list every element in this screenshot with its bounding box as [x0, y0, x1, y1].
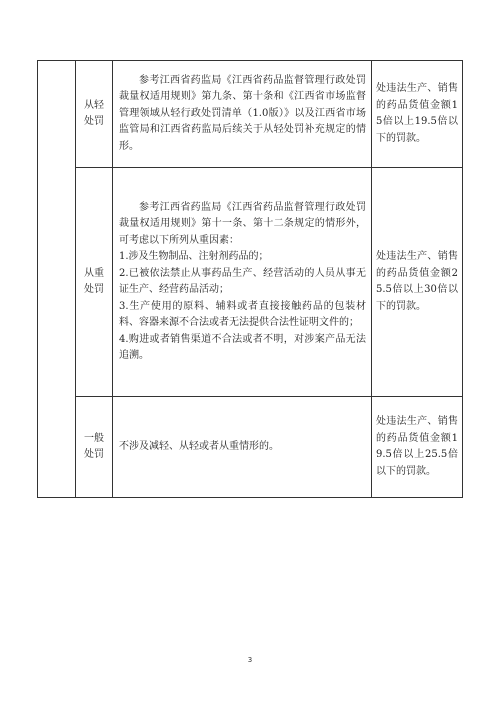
penalty-amount-cell: 处违法生产、销售的药品货值金额25.5倍以上30倍以下的罚款。	[372, 168, 463, 397]
basis-paragraph: 参考江西省药监局《江西省药品监督管理行政处罚裁量权适用规则》第十一条、第十二条规定的情形外，可考虑以下所列从重因素：	[119, 201, 366, 246]
penalty-level-cell: 一般处罚	[76, 397, 113, 498]
table-row	[38, 397, 463, 498]
merged-category-cell	[38, 61, 76, 498]
penalty-level-cell: 从轻处罚	[76, 61, 113, 168]
penalty-discretion-table	[37, 60, 463, 498]
penalty-amount-cell: 处违法生产、销售的药品货值金额19.5倍以上25.5倍以下的罚款。	[372, 397, 463, 498]
basis-factor-item: 4.购进或者销售渠道不合法或者不明，对涉案产品无法追溯。	[119, 333, 366, 361]
penalty-basis-cell	[113, 397, 372, 498]
basis-paragraph: 参考江西省药监局《江西省药品监督管理行政处罚裁量权适用规则》第九条、第十条和《江西省市场监督管理领域从轻行政处罚清单（1.0版）》以及江西省市场监管局和江西省药监局后续关于从轻处罚补充规定的情形。	[119, 74, 366, 152]
basis-paragraph: 不涉及减轻、从轻或者从重情形的。	[119, 440, 279, 452]
penalty-level-cell: 从重处罚	[76, 168, 113, 397]
penalty-basis-cell	[113, 61, 372, 168]
penalty-basis-cell	[113, 168, 372, 397]
basis-factor-item: 3.生产使用的原料、辅料或者直接接触药品的包装材料、容器来源不合法或者无法提供合法性证明文件的；	[119, 300, 366, 328]
basis-factor-item: 2.已被依法禁止从事药品生产、经营活动的人员从事无证生产、经营药品活动；	[119, 267, 366, 295]
page-number: 3	[247, 656, 253, 664]
table-row	[38, 61, 463, 168]
table-row	[38, 168, 463, 397]
basis-factor-item: 1.涉及生物制品、注射剂药品的；	[119, 251, 269, 262]
penalty-amount-cell: 处违法生产、销售的药品货值金额15倍以上19.5倍以下的罚款。	[372, 61, 463, 168]
